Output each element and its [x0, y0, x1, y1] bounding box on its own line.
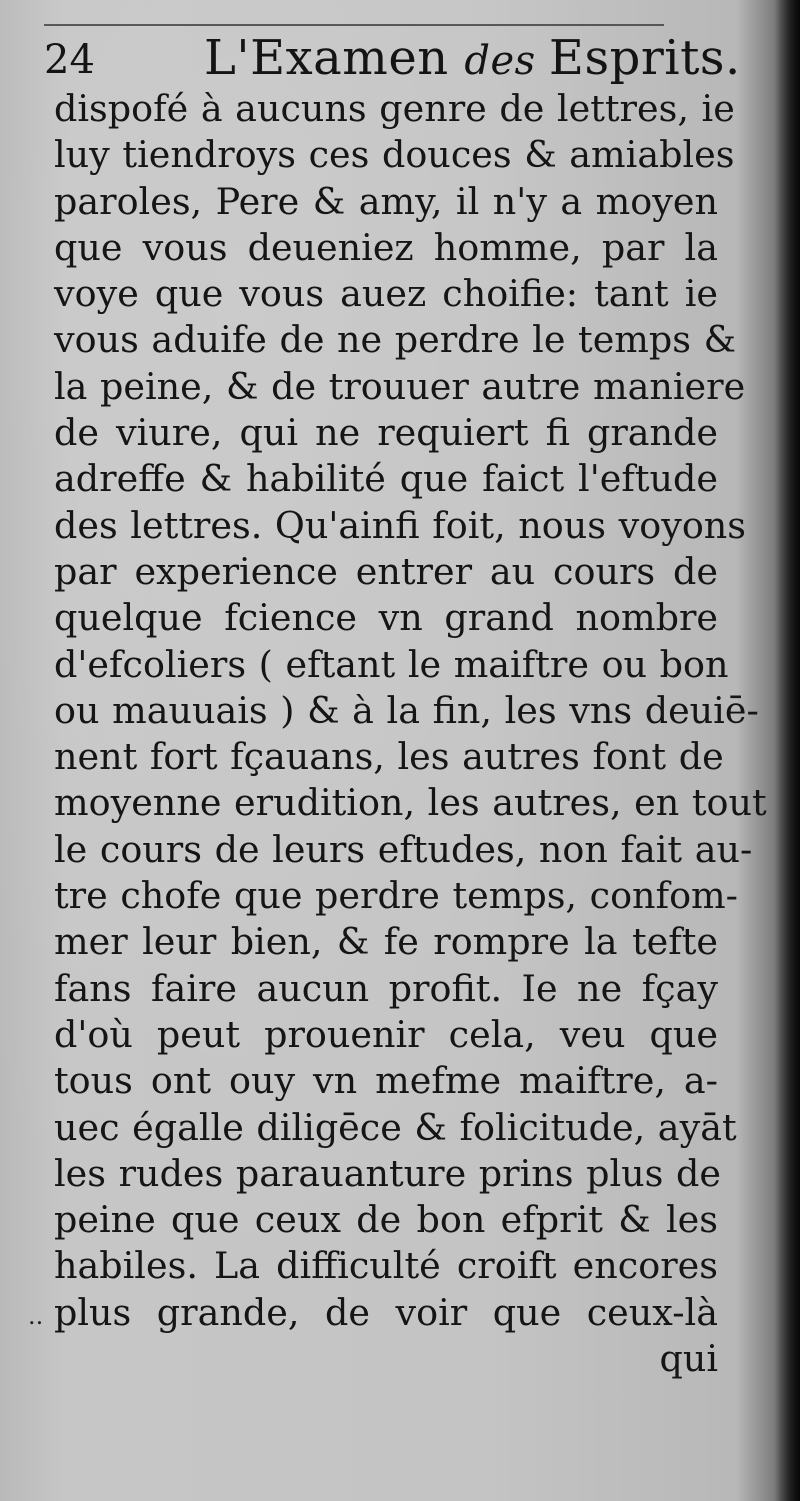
text-line: ou mauuais ) & à la fin, les vns deuiē- [54, 688, 759, 732]
header-rule [44, 24, 664, 26]
text-line: les rudes parauanture prins plus de [54, 1151, 721, 1195]
body-text [54, 86, 767, 1382]
text-line: habiles. La difficulté croift encores [54, 1244, 718, 1288]
text-line: d'où peut prouenir cela, veu que [54, 1012, 718, 1056]
text-line: plus grande, de voir que ceux-là [54, 1290, 718, 1334]
text-line: tous ont ouy vn mefme maiftre, a- [54, 1059, 718, 1103]
text-line: de viure, qui ne requiert fi grande [54, 411, 718, 455]
running-title [204, 30, 741, 86]
text-line: fans faire aucun profit. Ie ne fçay [54, 966, 718, 1010]
text-line: d'efcoliers ( eftant le maiftre ou bon [54, 642, 729, 686]
running-title-caps: L'Examen [204, 30, 465, 86]
text-line: par experience entrer au cours de [54, 549, 718, 593]
running-title-tail: Esprits. [548, 30, 741, 86]
running-title-italic: des [464, 38, 549, 84]
text-line: voye que vous auez choifie: tant ie [54, 272, 718, 316]
text-line: dispofé à aucuns genre de lettres, ie [54, 87, 735, 130]
running-header [44, 22, 744, 86]
text-line: quelque fcience vn grand nombre [54, 596, 718, 640]
text-line: la peine, & de trouuer autre maniere [54, 364, 746, 408]
text-line: adreffe & habilité que faict l'eftude [54, 457, 718, 501]
text-line: uec égalle diligēce & folicitude, ayāt [54, 1105, 737, 1149]
text-line: mer leur bien, & fe rompre la tefte [54, 920, 718, 964]
catchword: qui [659, 1337, 718, 1381]
margin-mark: .. [28, 1302, 44, 1330]
text-line: peine que ceux de bon efprit & les [54, 1198, 718, 1242]
text-line: que vous deueniez homme, par la [54, 225, 718, 269]
page-number: 24 [44, 37, 95, 83]
text-line: des lettres. Qu'ainfi foit, nous voyons [54, 503, 747, 547]
text-line: vous aduife de ne perdre le temps & [54, 318, 737, 362]
text-line: paroles, Pere & amy, il n'y a moyen [54, 179, 718, 223]
text-line: nent fort fçauans, les autres font de [54, 735, 724, 779]
text-line: tre chofe que perdre temps, confom- [54, 874, 738, 918]
text-line: le cours de leurs eftudes, non fait au- [54, 827, 753, 871]
text-line: moyenne erudition, les autres, en tout [54, 781, 767, 825]
text-line: luy tiendroys ces douces & amiables [54, 133, 735, 177]
